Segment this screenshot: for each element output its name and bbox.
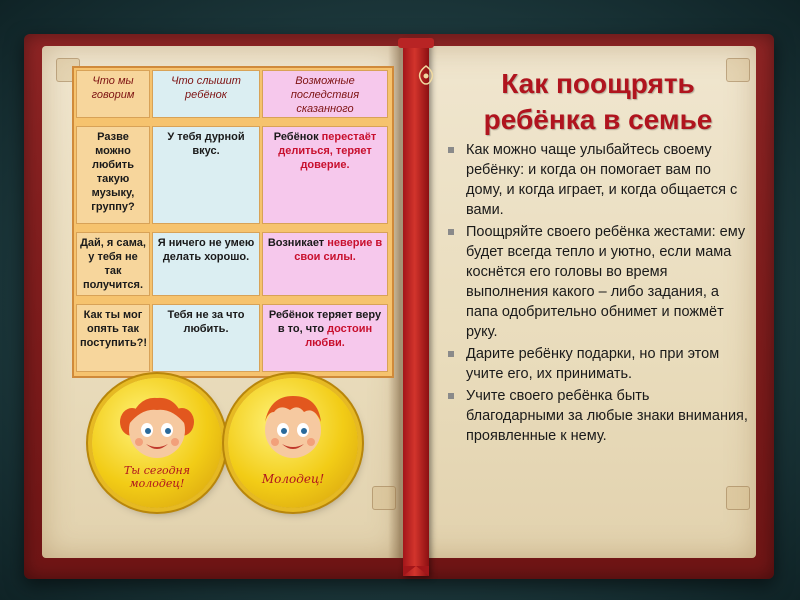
table-cell-hears: Я ничего не умею делать хорошо. bbox=[152, 232, 260, 296]
consequence-highlight: неверие в свои силы. bbox=[294, 237, 383, 263]
page-corner-ornament bbox=[372, 486, 396, 510]
consequence-text: Ребёнок bbox=[273, 131, 322, 143]
consequence-highlight: достоин любви. bbox=[305, 323, 373, 349]
list-item: Как можно чаще улыбайтесь своему ребёнку: и когда он помогает вам по дому, и когда играет, и когда общается с вами. bbox=[446, 140, 750, 220]
list-item: Учите своего ребёнка быть благодарными за любые знаки внимания, проявленные к нему. bbox=[446, 386, 750, 446]
bookmark-ribbon-tail bbox=[403, 566, 429, 576]
tips-list bbox=[446, 140, 750, 448]
table-cell-consequences bbox=[262, 304, 388, 372]
table-cell-hears: У тебя дурной вкус. bbox=[152, 126, 260, 224]
table-cell-say: Как ты мог опять так поступить?! bbox=[76, 304, 150, 372]
medal-girl bbox=[92, 378, 222, 508]
table-cell-consequences bbox=[262, 126, 388, 224]
medal-caption: Молодец! bbox=[261, 472, 325, 486]
page-corner-ornament bbox=[726, 486, 750, 510]
table-cell-say: Дай, я сама, у тебя не так получится. bbox=[76, 232, 150, 296]
page-title: Как поощрять ребёнка в семье bbox=[483, 68, 713, 135]
table-cell-consequences bbox=[262, 232, 388, 296]
medal-caption: Ты сегодня молодец! bbox=[123, 464, 191, 490]
list-item: Дарите ребёнку подарки, но при этом учите его, их принимать. bbox=[446, 344, 750, 384]
emblem-icon bbox=[416, 64, 436, 96]
table-cell-say: Разве можно любить такую музыку, группу? bbox=[76, 126, 150, 224]
consequence-text: Ребёнок теряет веру в то, что bbox=[268, 309, 382, 335]
consequence-highlight: перестаёт делиться, теряет доверие. bbox=[278, 131, 377, 171]
list-item: Поощряйте своего ребёнка жестами: ему будет всегда тепло и уютно, если мама коснётся его головы во время выполнения какого – либо задания, а папа одобрительно обнимет и пожмёт руку. bbox=[446, 222, 750, 342]
bookmark-ribbon-top bbox=[398, 38, 434, 48]
table-header-consequences: Возможные последствия сказанного bbox=[262, 70, 388, 118]
table-header-say: Что мы говорим bbox=[76, 70, 150, 118]
table-header-hears: Что слышит ребёнок bbox=[152, 70, 260, 118]
table-cell-hears: Тебя не за что любить. bbox=[152, 304, 260, 372]
consequence-text: Возникает bbox=[267, 237, 328, 249]
bookmark-ribbon bbox=[403, 40, 429, 576]
comparison-table bbox=[72, 66, 394, 378]
medal-boy bbox=[228, 378, 358, 508]
boy-face-icon bbox=[228, 378, 358, 508]
